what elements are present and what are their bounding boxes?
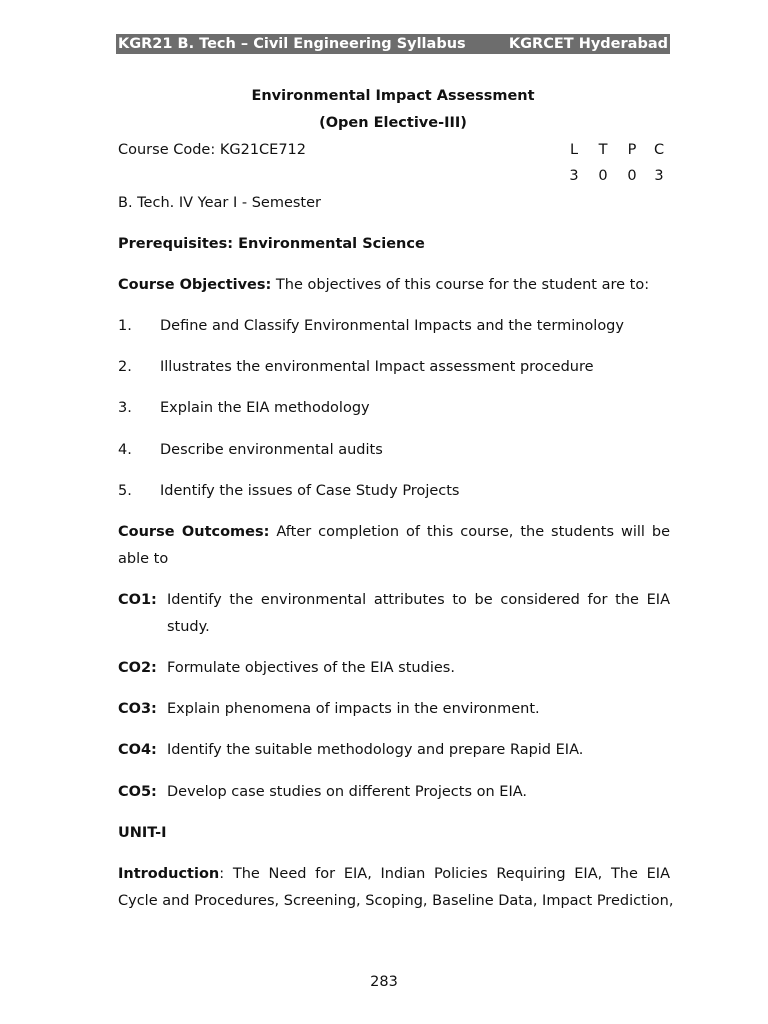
prerequisites-heading: Prerequisites: Environmental Science — [118, 236, 425, 252]
objective-text: Define and Classify Environmental Impacts and the terminology — [160, 318, 624, 334]
outcome-text: Explain phenomena of impacts in the environment. — [167, 701, 540, 717]
objective-number: 3. — [118, 400, 132, 416]
outcome-text: Identify the environmental attributes to be considered for the EIA — [167, 592, 670, 608]
outcome-text-continued: study. — [167, 619, 210, 635]
ltpc-label-l: L — [569, 142, 579, 158]
ltpc-value-p: 0 — [627, 168, 637, 184]
objectives-intro: The objectives of this course for the student are to: — [271, 277, 650, 293]
objective-text: Identify the issues of Case Study Projects — [160, 483, 460, 499]
objective-number: 4. — [118, 442, 132, 458]
objectives-label: Course Objectives: — [118, 277, 272, 293]
outcome-label: CO3: — [118, 701, 157, 717]
unit-heading: UNIT-I — [118, 825, 167, 841]
ltpc-label-t: T — [598, 142, 608, 158]
outcomes-intro: After completion of this course, the students will be — [276, 524, 670, 540]
objective-text: Explain the EIA methodology — [160, 400, 370, 416]
outcome-text: Develop case studies on different Projects on EIA. — [167, 784, 528, 800]
outcomes-heading — [118, 524, 670, 540]
objective-text: Illustrates the environmental Impact assessment procedure — [160, 359, 594, 375]
ltpc-value-l: 3 — [569, 168, 579, 184]
course-title: Environmental Impact Assessment — [251, 88, 535, 104]
ltpc-label-c: C — [653, 142, 665, 158]
page-number: 283 — [370, 974, 398, 990]
course-subtitle: (Open Elective-III) — [319, 115, 467, 131]
outcomes-label: Course Outcomes: — [118, 524, 270, 540]
semester-line: B. Tech. IV Year I - Semester — [118, 195, 321, 211]
objective-number: 5. — [118, 483, 132, 499]
objective-number: 1. — [118, 318, 132, 334]
ltpc-value-c: 3 — [654, 168, 664, 184]
objectives-heading — [118, 277, 649, 293]
ltpc-value-t: 0 — [598, 168, 608, 184]
outcomes-intro-continued: able to — [118, 551, 169, 567]
page-header — [116, 34, 670, 54]
introduction-paragraph — [118, 866, 670, 882]
outcome-label: CO2: — [118, 660, 157, 676]
introduction-label: Introduction — [118, 866, 220, 882]
introduction-text: : The Need for EIA, Indian Policies Requiring EIA, The EIA — [219, 866, 670, 882]
outcome-label: CO5: — [118, 784, 157, 800]
outcome-text: Identify the suitable methodology and prepare Rapid EIA. — [167, 742, 584, 758]
introduction-text-continued: Cycle and Procedures, Screening, Scoping, Baseline Data, Impact Prediction, — [118, 893, 674, 909]
objective-text: Describe environmental audits — [160, 442, 383, 458]
course-code: Course Code: KG21CE712 — [118, 142, 307, 158]
objective-number: 2. — [118, 359, 132, 375]
outcome-label: CO1: — [118, 592, 157, 608]
outcome-label: CO4: — [118, 742, 157, 758]
ltpc-label-p: P — [627, 142, 637, 158]
outcome-text: Formulate objectives of the EIA studies. — [167, 660, 455, 676]
header-right-text: KGRCET Hyderabad — [508, 36, 668, 52]
header-left-text: KGR21 B. Tech – Civil Engineering Syllabus — [118, 36, 466, 52]
